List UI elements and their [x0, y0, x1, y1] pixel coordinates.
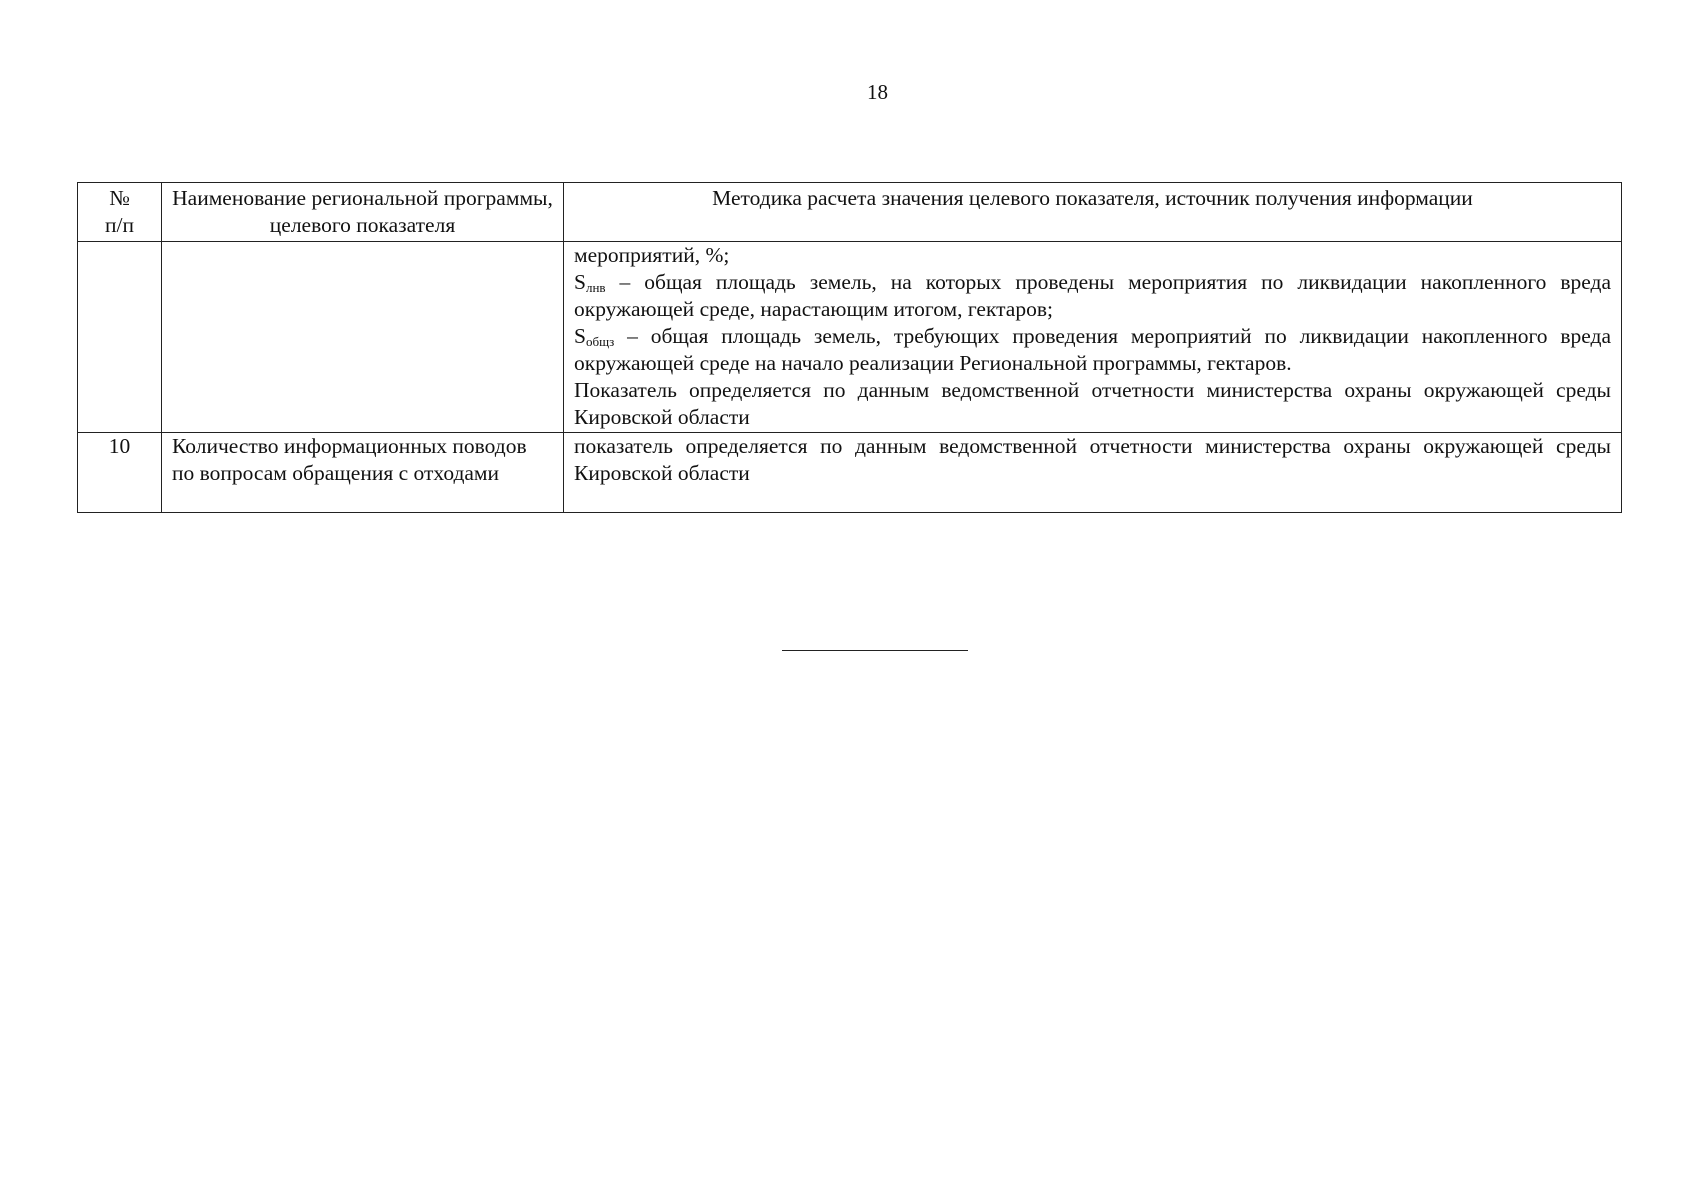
header-method: Методика расчета значения целевого показателя, источник получения информации — [564, 183, 1622, 242]
header-num — [78, 183, 162, 242]
cell-name — [162, 242, 564, 433]
cell-method — [564, 433, 1622, 513]
end-divider — [782, 650, 968, 651]
header-num-line1: № — [109, 186, 130, 210]
method-line-measures: мероприятий, %; — [574, 243, 730, 267]
header-name: Наименование региональной программы, целевого показателя — [162, 183, 564, 242]
cell-name: Количество информационных поводов по вопросам обращения с отходами — [162, 433, 564, 513]
cell-num: 10 — [78, 433, 162, 513]
header-num-line2: п/п — [105, 213, 134, 237]
method-text: показатель определяется по данным ведомственной отчетности министерства охраны окружающей среды Кировской области — [574, 434, 1611, 485]
indicator-table — [77, 182, 1622, 513]
source-note: Показатель определяется по данным ведомственной отчетности министерства охраны окружающей среды Кировской области — [574, 378, 1611, 429]
table-row-continuation — [78, 242, 1622, 433]
page-number: 18 — [867, 80, 888, 104]
cell-method — [564, 242, 1622, 433]
s-lnv-subscript: лнв — [585, 280, 606, 295]
s-obshch-definition — [574, 323, 1611, 377]
table-header-row — [78, 183, 1622, 242]
table-row-10 — [78, 433, 1622, 513]
s-lnv-symbol: S — [574, 270, 586, 294]
s-obshch-subscript: общз — [585, 334, 615, 349]
s-lnv-definition — [574, 269, 1611, 323]
s-lnv-text: – общая площадь земель, на которых проведены мероприятия по ликвидации накопленного вреда окружающей среде, нарастающим итогом, гектаров; — [574, 270, 1611, 321]
s-obshch-symbol: S — [574, 324, 586, 348]
s-obshch-text: – общая площадь земель, требующих проведения мероприятий по ликвидации накопленного вреда окружающей среде на начало реализации Региональной программы, гектаров. — [574, 324, 1611, 375]
cell-num — [78, 242, 162, 433]
